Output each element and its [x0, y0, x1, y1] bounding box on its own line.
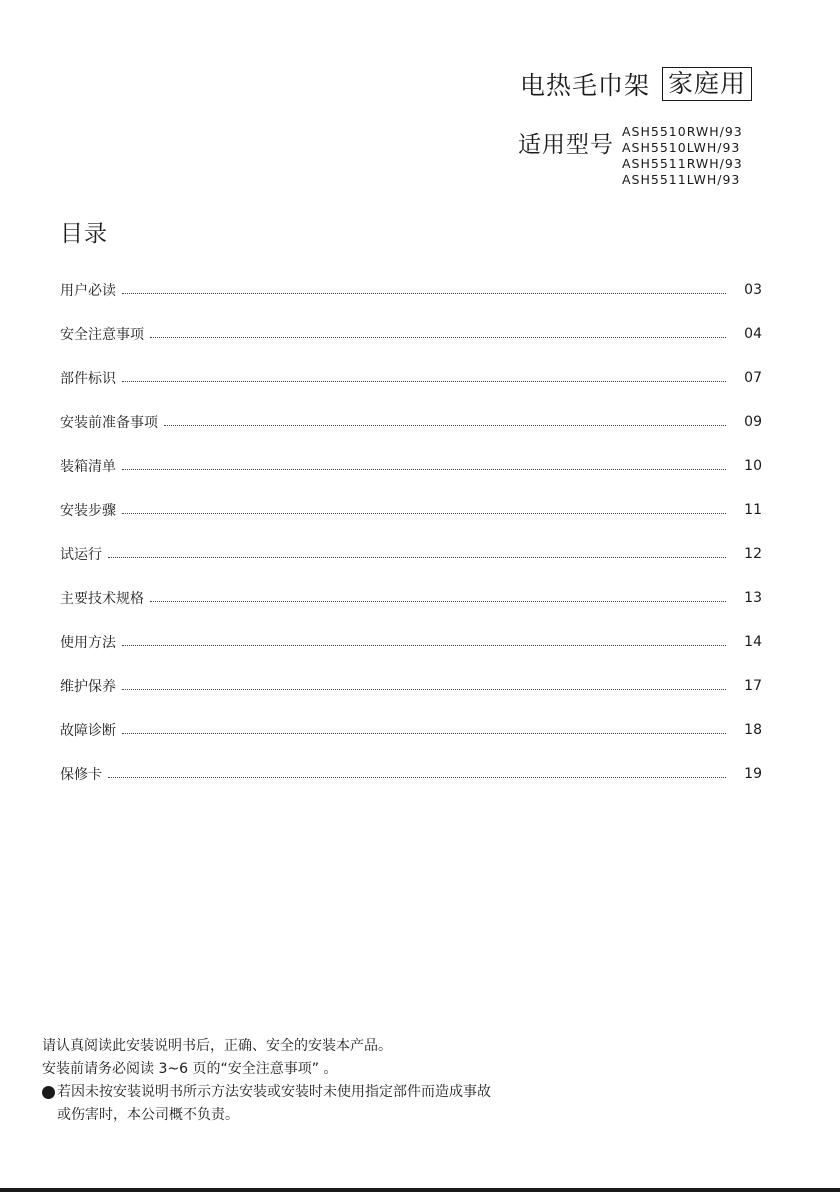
toc-entry[interactable]: [60, 268, 762, 312]
note-line: 安装前请务必阅读 3~6 页的“安全注意事项” 。: [42, 1061, 338, 1077]
toc-entry-label: 维护保养: [60, 679, 116, 695]
toc-entry-label: 故障诊断: [60, 723, 116, 739]
toc-leader-dots: [150, 601, 726, 602]
toc-entry[interactable]: [60, 664, 762, 708]
toc-entry[interactable]: [60, 752, 762, 796]
toc-entry-label: 装箱清单: [60, 459, 116, 475]
toc-entry-page: 11: [744, 502, 762, 518]
toc-entry-label: 试运行: [60, 547, 102, 563]
toc-leader-dots: [122, 293, 726, 294]
disclaimer-note: [42, 1081, 602, 1104]
toc-entry[interactable]: [60, 488, 762, 532]
toc-entry[interactable]: [60, 356, 762, 400]
toc-entry-label: 安装前准备事项: [60, 415, 158, 431]
toc-heading: 目录: [60, 221, 108, 247]
header-title: [520, 66, 752, 102]
toc-entry[interactable]: [60, 620, 762, 664]
product-name: 电热毛巾架: [519, 71, 650, 100]
toc-leader-dots: [108, 557, 726, 558]
toc-entry-label: 安装步骤: [60, 503, 116, 519]
model-item: ASH5510RWH/93: [622, 124, 743, 139]
toc-entry[interactable]: [60, 312, 762, 356]
toc-leader-dots: [150, 337, 726, 338]
toc-entry-page: 18: [744, 722, 762, 738]
toc-leader-dots: [122, 469, 726, 470]
toc-leader-dots: [122, 381, 726, 382]
usage-badge: 家庭用: [662, 67, 752, 101]
applicable-models: [518, 124, 743, 188]
model-item: ASH5510LWH/93: [622, 140, 741, 155]
toc-entry-page: 09: [744, 414, 762, 430]
toc-entry-page: 07: [744, 370, 762, 386]
toc-leader-dots: [164, 425, 726, 426]
toc-leader-dots: [122, 689, 726, 690]
toc-entry-page: 12: [744, 546, 762, 562]
toc-leader-dots: [122, 645, 726, 646]
toc-entry-page: 19: [744, 766, 762, 782]
bottom-rule: [0, 1188, 840, 1192]
toc-entry-page: 03: [744, 282, 762, 298]
toc-entry[interactable]: [60, 708, 762, 752]
safety-notes: [42, 1035, 602, 1127]
note-line: 若因未按安装说明书所示方法安装或安装时未使用指定部件而造成事故: [57, 1084, 491, 1100]
toc-entry-label: 保修卡: [60, 767, 102, 783]
toc-entry[interactable]: [60, 576, 762, 620]
model-item: ASH5511LWH/93: [622, 172, 741, 187]
bullet-icon: [42, 1086, 55, 1099]
toc-entry[interactable]: [60, 400, 762, 444]
note-line: 或伤害时，本公司概不负责。: [57, 1107, 239, 1123]
note-line: 请认真阅读此安装说明书后，正确、安全的安装本产品。: [42, 1038, 392, 1054]
model-item: ASH5511RWH/93: [622, 156, 743, 171]
toc-leader-dots: [122, 733, 726, 734]
toc-leader-dots: [108, 777, 726, 778]
toc-entry[interactable]: [60, 532, 762, 576]
toc-entry-page: 14: [744, 634, 762, 650]
toc-entry-label: 用户必读: [60, 283, 116, 299]
toc-entry-label: 部件标识: [60, 371, 116, 387]
toc-entry[interactable]: [60, 444, 762, 488]
toc-entry-page: 13: [744, 590, 762, 606]
models-label: 适用型号: [518, 132, 614, 158]
toc-entry-page: 17: [744, 678, 762, 694]
toc-entry-label: 安全注意事项: [60, 327, 144, 343]
toc-entry-page: 10: [744, 458, 762, 474]
table-of-contents: [60, 268, 762, 796]
toc-entry-label: 主要技术规格: [60, 591, 144, 607]
toc-leader-dots: [122, 513, 726, 514]
models-list: [622, 124, 743, 188]
toc-entry-label: 使用方法: [60, 635, 116, 651]
toc-entry-page: 04: [744, 326, 762, 342]
